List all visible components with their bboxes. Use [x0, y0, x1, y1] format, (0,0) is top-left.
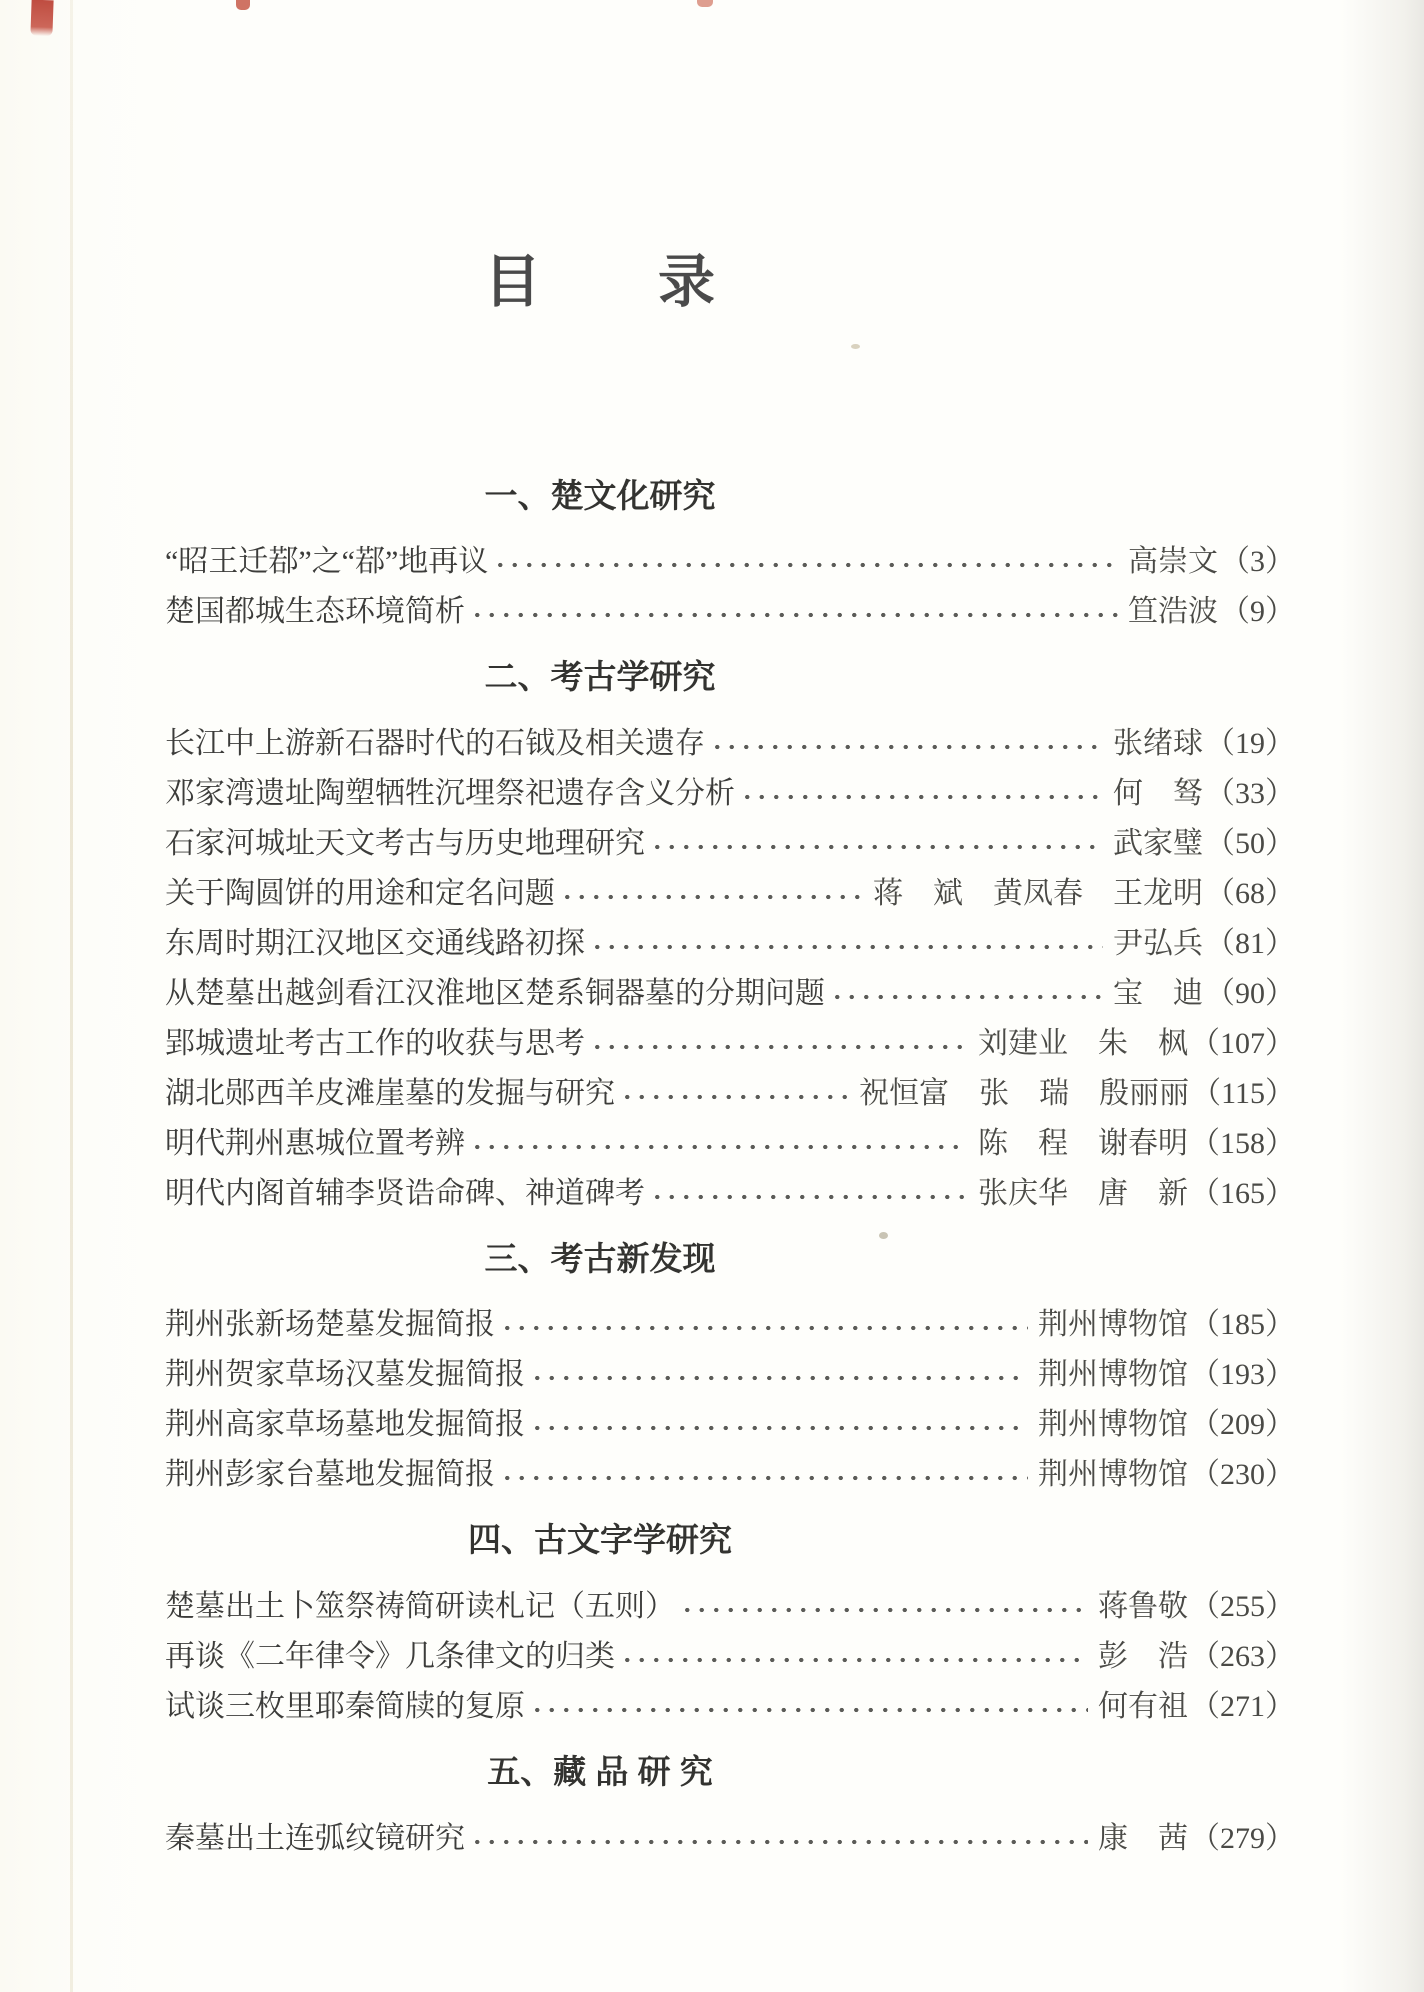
toc-section: [165, 1239, 1295, 1497]
section-entries: [165, 1810, 1295, 1860]
section-heading: 五、藏 品 研 究: [487, 1752, 713, 1790]
toc-section: [165, 476, 1295, 634]
toc-entry-row: [165, 1396, 1295, 1446]
section-entries: [165, 1296, 1295, 1496]
dot-leader: [469, 612, 1118, 618]
dot-leader: [499, 1475, 1028, 1481]
toc-entry-row: [165, 533, 1295, 583]
scan-artifact-red-edge: [30, 0, 53, 36]
entry-title: 明代内阁首辅李贤诰命碑、神道碑考: [165, 1176, 645, 1210]
toc-section: [165, 657, 1295, 1215]
toc-entry-row: [165, 1115, 1295, 1165]
entry-authors: 尹弘兵: [1113, 926, 1203, 960]
entry-page-number: （271）: [1190, 1689, 1295, 1723]
page-title: 目 录: [484, 251, 716, 314]
toc-entry-row: [165, 1446, 1295, 1496]
entry-page-number: （81）: [1205, 926, 1295, 960]
entry-authors: 笪浩波: [1128, 595, 1218, 629]
toc-entry-row: [165, 915, 1295, 965]
section-heading: 四、古文字学研究: [468, 1521, 732, 1559]
entry-authors: 荆州博物馆: [1038, 1308, 1188, 1342]
entry-page-number: （33）: [1205, 776, 1295, 810]
entry-title: 邓家湾遗址陶塑牺牲沉埋祭祀遗存含义分析: [165, 776, 735, 810]
section-entries: [165, 715, 1295, 1215]
entry-title: 明代荆州惠城位置考辨: [165, 1126, 465, 1160]
section-heading: 二、考古学研究: [484, 658, 716, 696]
dot-leader: [619, 1094, 849, 1100]
entry-page-number: （50）: [1205, 826, 1295, 860]
dot-leader: [469, 1839, 1088, 1845]
entry-page-number: （165）: [1190, 1176, 1295, 1210]
entry-authors: 荆州博物馆: [1038, 1458, 1188, 1492]
toc-entry-row: [165, 865, 1295, 915]
entry-title: 荆州贺家草场汉墓发掘简报: [165, 1358, 525, 1392]
section-entries: [165, 1578, 1295, 1728]
entry-page-number: （230）: [1190, 1458, 1295, 1492]
entry-page-number: （9）: [1220, 595, 1295, 629]
entry-title: 从楚墓出越剑看江汉淮地区楚系铜器墓的分期问题: [165, 976, 825, 1010]
toc-section: [165, 1752, 1295, 1860]
toc-entry-row: [165, 1346, 1295, 1396]
entry-authors: 刘建业 朱 枫: [978, 1026, 1188, 1060]
toc-entry-row: [165, 715, 1295, 765]
entry-title: 关于陶圆饼的用途和定名问题: [165, 876, 555, 910]
dot-leader: [529, 1707, 1088, 1713]
entry-title: 长江中上游新石器时代的石钺及相关遗存: [165, 726, 705, 760]
entry-authors: 张绪球: [1113, 726, 1203, 760]
entry-page-number: （158）: [1190, 1126, 1295, 1160]
entry-title: 湖北郧西羊皮滩崖墓的发掘与研究: [165, 1076, 615, 1110]
entry-authors: 荆州博物馆: [1038, 1358, 1188, 1392]
toc-entry-row: [165, 1065, 1295, 1115]
entry-title: 试谈三枚里耶秦简牍的复原: [165, 1689, 525, 1723]
entry-page-number: （3）: [1220, 545, 1295, 579]
toc-entry-row: [165, 965, 1295, 1015]
entry-page-number: （255）: [1190, 1589, 1295, 1623]
toc-entry-row: [165, 1165, 1295, 1215]
page-fold-line: [70, 0, 73, 1992]
dot-leader: [529, 1425, 1028, 1431]
entry-page-number: （90）: [1205, 976, 1295, 1010]
entry-page-number: （19）: [1205, 726, 1295, 760]
toc-entry-row: [165, 1810, 1295, 1860]
entry-title: 楚墓出土卜筮祭祷简研读札记（五则）: [165, 1589, 675, 1623]
toc-entry-row: [165, 765, 1295, 815]
toc-entry-row: [165, 815, 1295, 865]
toc-entry-row: [165, 1296, 1295, 1346]
entry-authors: 武家璧: [1113, 826, 1203, 860]
entry-page-number: （115）: [1191, 1076, 1295, 1110]
entry-authors: 陈 程 谢春明: [978, 1126, 1188, 1160]
entry-authors: 何有祖: [1098, 1689, 1188, 1723]
entry-authors: 蒋鲁敬: [1098, 1589, 1188, 1623]
dot-leader: [589, 944, 1103, 950]
entry-title: 东周时期江汉地区交通线路初探: [165, 926, 585, 960]
toc-entry-row: [165, 1678, 1295, 1728]
entry-title: 楚国都城生态环境简析: [165, 595, 465, 629]
entry-title: 荆州彭家台墓地发掘简报: [165, 1458, 495, 1492]
section-heading: 三、考古新发现: [484, 1239, 716, 1277]
entry-authors: 祝恒富 张 瑞 殷丽丽: [859, 1076, 1190, 1110]
dot-leader: [829, 994, 1103, 1000]
dot-leader: [619, 1657, 1088, 1663]
entry-authors: 高崇文: [1128, 545, 1218, 579]
entry-title: 再谈《二年律令》几条律文的归类: [165, 1639, 615, 1673]
entry-title: 郢城遗址考古工作的收获与思考: [165, 1026, 585, 1060]
toc-sections: [165, 476, 1295, 1860]
entry-title: 荆州张新场楚墓发掘简报: [165, 1308, 495, 1342]
dot-leader: [649, 1194, 968, 1200]
toc-entry-row: [165, 583, 1295, 633]
entry-page-number: （185）: [1190, 1308, 1295, 1342]
dot-leader: [589, 1044, 968, 1050]
dot-leader: [559, 894, 863, 900]
toc-section: [165, 1520, 1295, 1728]
entry-authors: 蒋 斌 黄凤春 王龙明: [873, 876, 1203, 910]
entry-page-number: （209）: [1190, 1408, 1295, 1442]
entry-title: 石家河城址天文考古与历史地理研究: [165, 826, 645, 860]
entry-page-number: （263）: [1190, 1639, 1295, 1673]
toc-entry-row: [165, 1628, 1295, 1678]
toc-content: [165, 0, 1295, 1860]
entry-title: “昭王迁鄀”之“鄀”地再议: [165, 545, 489, 579]
entry-authors: 康 茜: [1098, 1821, 1188, 1855]
dot-leader: [739, 794, 1103, 800]
entry-page-number: （193）: [1190, 1358, 1295, 1392]
dot-leader: [679, 1607, 1088, 1613]
dot-leader: [469, 1144, 968, 1150]
entry-authors: 宝 迪: [1113, 976, 1203, 1010]
entry-authors: 彭 浩: [1098, 1639, 1188, 1673]
dot-leader: [649, 844, 1103, 850]
entry-title: 荆州高家草场墓地发掘简报: [165, 1408, 525, 1442]
toc-entry-row: [165, 1015, 1295, 1065]
dot-leader: [492, 562, 1118, 568]
entry-page-number: （107）: [1190, 1026, 1295, 1060]
entry-page-number: （68）: [1205, 876, 1295, 910]
dot-leader: [529, 1375, 1028, 1381]
entry-page-number: （279）: [1190, 1821, 1295, 1855]
dot-leader: [709, 744, 1103, 750]
section-entries: [165, 533, 1295, 633]
entry-title: 秦墓出土连弧纹镜研究: [165, 1821, 465, 1855]
entry-authors: 张庆华 唐 新: [978, 1176, 1188, 1210]
section-heading: 一、楚文化研究: [484, 476, 716, 514]
entry-authors: 荆州博物馆: [1038, 1408, 1188, 1442]
dot-leader: [499, 1325, 1028, 1331]
entry-authors: 何 驽: [1113, 776, 1203, 810]
toc-entry-row: [165, 1578, 1295, 1628]
